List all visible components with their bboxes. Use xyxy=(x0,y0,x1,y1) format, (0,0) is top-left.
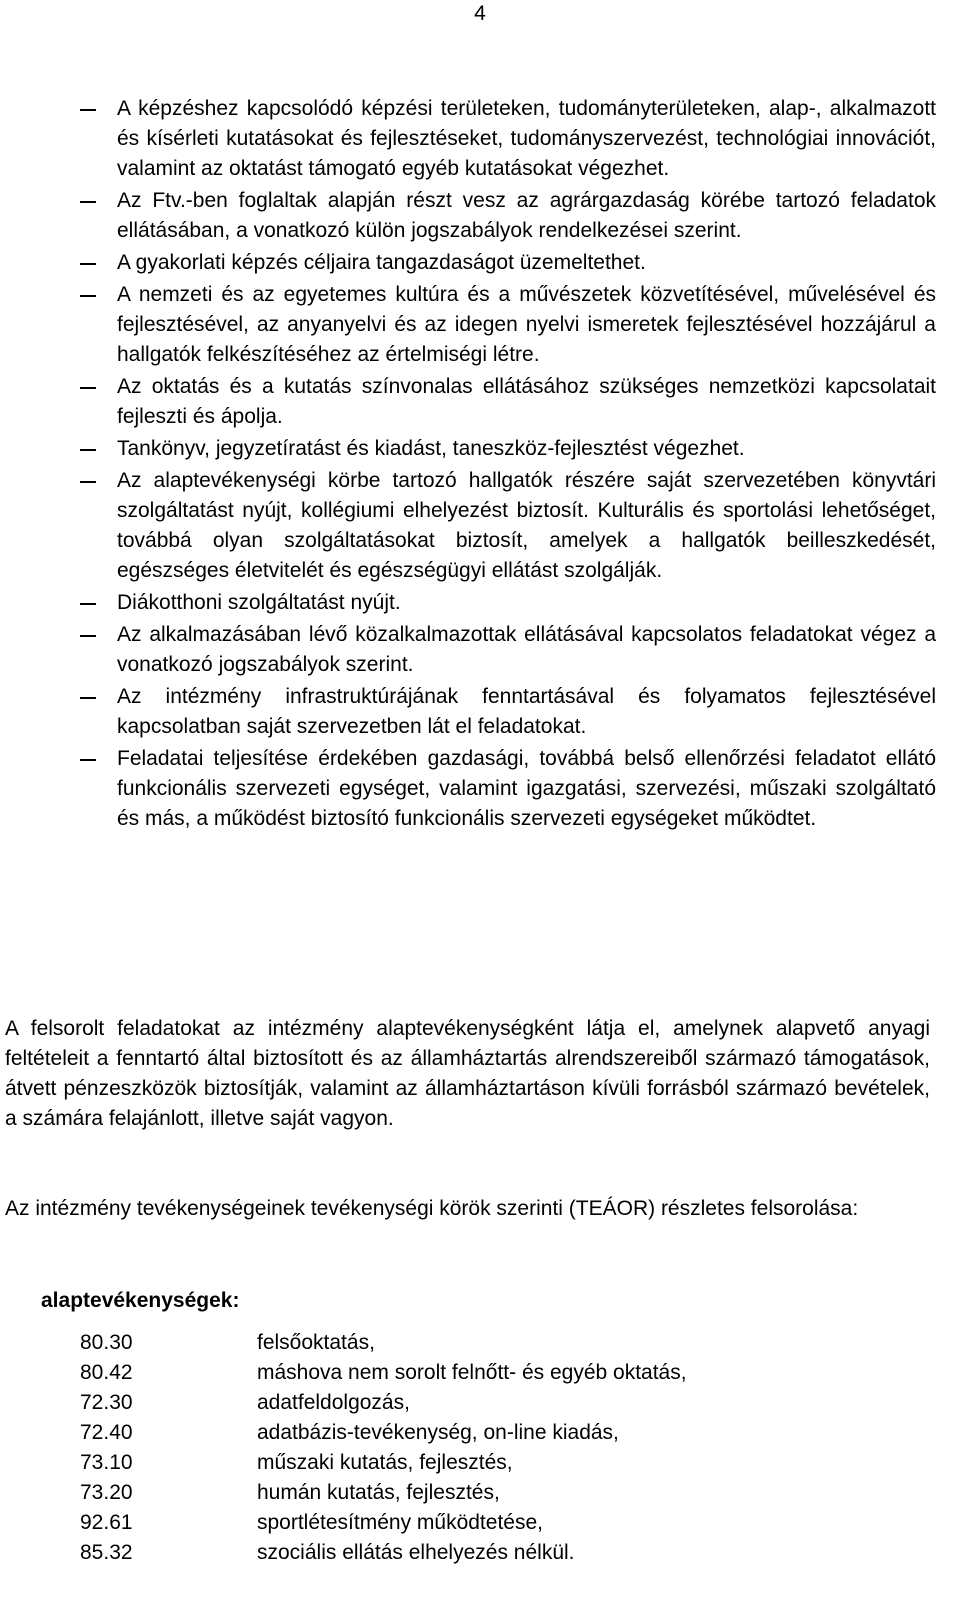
bullet-item xyxy=(0,372,960,432)
code-row xyxy=(80,1478,900,1508)
bullet-item xyxy=(0,620,960,680)
bullet-text: Az alkalmazásában lévő közalkalmazottak ellátásával kapcsolatos feladatokat végez a vonatkozó jogszabályok szerint. xyxy=(117,623,936,676)
teaor-description: felsőoktatás, xyxy=(257,1331,375,1354)
dash-bullet-icon xyxy=(80,186,96,216)
teaor-code-list xyxy=(80,1328,900,1568)
dash-bullet-icon xyxy=(80,280,96,310)
dash-bullet-icon xyxy=(80,682,96,712)
dash-bullet-icon xyxy=(80,744,96,774)
bullet-item xyxy=(0,466,960,586)
dash-bullet-icon xyxy=(80,372,96,402)
teaor-description: máshova nem sorolt felnőtt- és egyéb oktatás, xyxy=(257,1361,687,1384)
bullet-text: Az intézmény infrastruktúrájának fenntartásával és folyamatos fejlesztésével kapcsolatban saját szervezetben lát el feladatokat. xyxy=(117,685,936,738)
teaor-description: adatfeldolgozás, xyxy=(257,1391,410,1414)
bullet-item xyxy=(0,248,960,278)
bullet-text: A gyakorlati képzés céljaira tangazdaságot üzemeltethet. xyxy=(117,251,646,274)
dash-bullet-icon xyxy=(80,434,96,464)
bullet-text: A képzéshez kapcsolódó képzési területeken, tudományterületeken, alap-, alkalmazott és kísérleti kutatásokat és fejlesztéseket, tudományszervezést, technológiai innovációt, valamint az oktatást támogató egyéb kutatásokat végezhet. xyxy=(117,97,936,180)
code-row xyxy=(80,1358,900,1388)
teaor-code: 73.20 xyxy=(80,1481,133,1504)
bullet-text: Az oktatás és a kutatás színvonalas ellátásához szükséges nemzetközi kapcsolatait fejleszti és ápolja. xyxy=(117,375,936,428)
dash-bullet-icon xyxy=(80,94,96,124)
teaor-description: adatbázis-tevékenység, on-line kiadás, xyxy=(257,1421,619,1444)
bullet-text: Tankönyv, jegyzetíratást és kiadást, taneszköz-fejlesztést végezhet. xyxy=(117,437,745,460)
bullet-text: Az alaptevékenységi körbe tartozó hallgatók részére saját szervezetében könyvtári szolgáltatást nyújt, kollégiumi elhelyezést biztosít. Kulturális és sportolási lehetőséget, továbbá olyan szolgáltatásokat biztosít, amelyek a hallgatók beilleszkedését, egészséges életvitelét és egészségügyi ellátást szolgálják. xyxy=(117,469,936,582)
teaor-description: műszaki kutatás, fejlesztés, xyxy=(257,1451,513,1474)
bullet-item xyxy=(0,280,960,370)
section-heading: alaptevékenységek: xyxy=(41,1289,240,1312)
teaor-code: 80.42 xyxy=(80,1361,133,1384)
teaor-code: 72.30 xyxy=(80,1391,133,1414)
bullet-text: Diákotthoni szolgáltatást nyújt. xyxy=(117,591,401,614)
code-row xyxy=(80,1538,900,1568)
bullet-item xyxy=(0,434,960,464)
dash-bullet-icon xyxy=(80,588,96,618)
bullet-item xyxy=(0,744,960,834)
dash-bullet-icon xyxy=(80,620,96,650)
teaor-description: szociális ellátás elhelyezés nélkül. xyxy=(257,1541,575,1564)
teaor-code: 72.40 xyxy=(80,1421,133,1444)
bullet-item xyxy=(0,588,960,618)
funding-paragraph: A felsorolt feladatokat az intézmény alaptevékenységként látja el, amelynek alapvető anyagi feltételeit a fenntartó által biztosított és az államháztartás alrendszereiből származó támogatások, átvett pénzeszközök biztosítják, valamint az államháztartáson kívüli forrásból származó bevételek, a számára felajánlott, illetve saját vagyon. xyxy=(5,1017,930,1130)
bullet-item xyxy=(0,94,960,184)
bullet-item xyxy=(0,682,960,742)
code-row xyxy=(80,1508,900,1538)
bullet-text: Az Ftv.-ben foglaltak alapján részt vesz az agrárgazdaság körébe tartozó feladatok ellátásában, a vonatkozó külön jogszabályok rendelkezései szerint. xyxy=(117,189,936,242)
task-bullet-list xyxy=(0,94,960,836)
teaor-description: sportlétesítmény működtetése, xyxy=(257,1511,543,1534)
code-row xyxy=(80,1448,900,1478)
bullet-item xyxy=(0,186,960,246)
code-row xyxy=(80,1418,900,1448)
code-row xyxy=(80,1328,900,1358)
bullet-text: A nemzeti és az egyetemes kultúra és a művészetek közvetítésével, művelésével és fejlesztésével, az anyanyelvi és az idegen nyelvi ismeretek fejlesztésével hozzájárul a hallgatók felkészítéséhez az értelmiségi létre. xyxy=(117,283,936,366)
teaor-description: humán kutatás, fejlesztés, xyxy=(257,1481,500,1504)
teaor-code: 73.10 xyxy=(80,1451,133,1474)
page-number: 4 xyxy=(474,2,486,25)
teaor-intro-paragraph: Az intézmény tevékenységeinek tevékenységi körök szerinti (TEÁOR) részletes felsorolása: xyxy=(5,1197,859,1220)
teaor-code: 80.30 xyxy=(80,1331,133,1354)
teaor-code: 92.61 xyxy=(80,1511,133,1534)
dash-bullet-icon xyxy=(80,466,96,496)
teaor-code: 85.32 xyxy=(80,1541,133,1564)
code-row xyxy=(80,1388,900,1418)
bullet-text: Feladatai teljesítése érdekében gazdasági, továbbá belső ellenőrzési feladatot ellátó funkcionális szervezeti egységet, valamint igazgatási, szervezési, műszaki szolgáltató és más, a működést biztosító funkcionális szervezeti egységeket működtet. xyxy=(117,747,936,830)
dash-bullet-icon xyxy=(80,248,96,278)
